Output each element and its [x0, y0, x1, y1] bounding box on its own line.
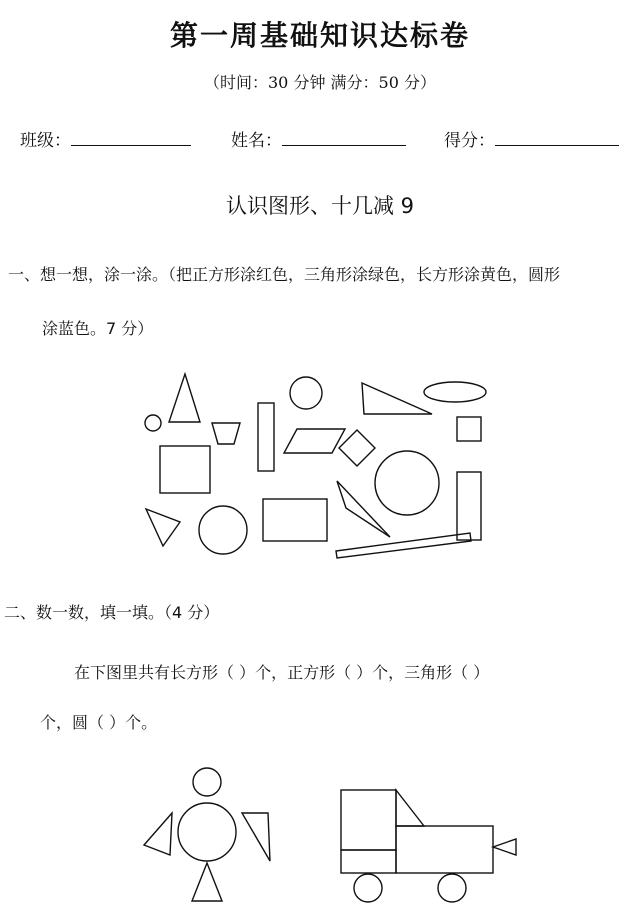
question2-line2: 个，圆（ ）个。 [40, 713, 158, 732]
figure-person [144, 768, 270, 901]
question2-heading: 二、数一数，填一填。（4 分） [4, 603, 220, 622]
truck-front-triangle [493, 839, 516, 855]
figure-head-circle [193, 768, 221, 796]
figure-truck [341, 790, 516, 902]
truck-cab-triangle [396, 790, 424, 826]
page-title: 第一周基础知识达标卷 [169, 19, 470, 52]
section-title: 认识图形、十几减 9 [225, 194, 415, 218]
truck-body-rectangle [396, 826, 493, 873]
figure-bottom-triangle [192, 863, 222, 901]
score-label: 得分： [444, 131, 495, 151]
question2-line1: 在下图里共有长方形（ ）个，正方形（ ）个，三角形（ ） [74, 663, 490, 682]
question1-line2: 涂蓝色。7 分） [42, 319, 154, 338]
truck-base-rectangle [341, 850, 396, 873]
class-label: 班级： [20, 131, 71, 151]
question1-line1: 一、想一想，涂一涂。（把正方形涂红色，三角形涂绿色，长方形涂黄色，圆形 [8, 265, 561, 284]
truck-wheel-right [438, 874, 466, 902]
figure-body-circle [178, 803, 236, 861]
truck-cab-rectangle [341, 790, 396, 850]
exam-info: （时间：30 分钟 满分：50 分） [204, 73, 436, 92]
name-label: 姓名： [231, 131, 282, 151]
truck-wheel-left [354, 874, 382, 902]
figure-right-triangle [242, 813, 270, 861]
figure-left-triangle [144, 813, 172, 855]
